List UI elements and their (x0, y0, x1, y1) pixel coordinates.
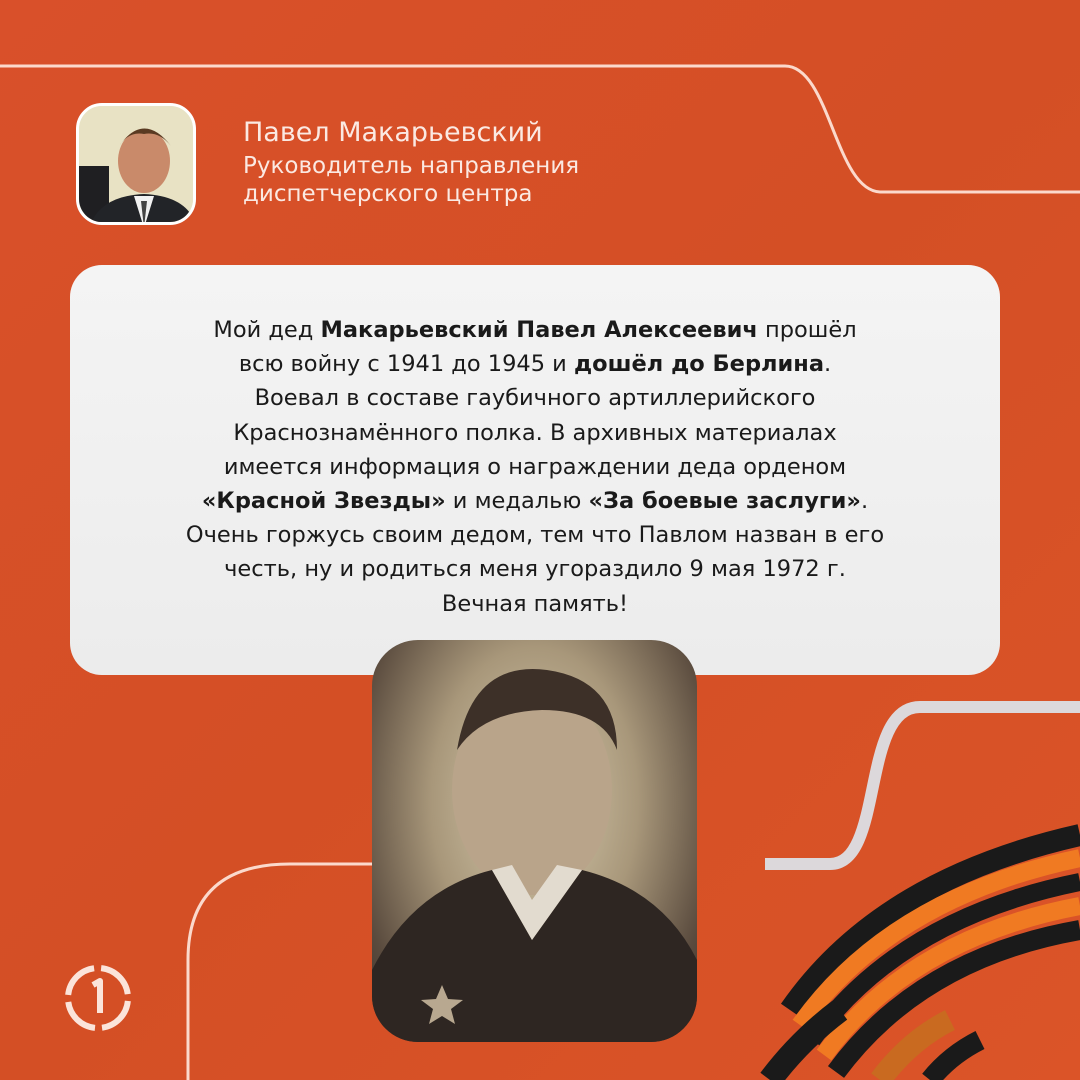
quote-text-part: всю войну с 1941 до 1945 и (238, 351, 574, 378)
author-name: Павел Макарьевский (243, 117, 543, 148)
quote-text-part: прошёл (757, 317, 857, 343)
quote-line: Вечная память! (441, 590, 629, 617)
award-name: «Красной Звезды» (201, 488, 446, 515)
archival-portrait-icon (372, 640, 697, 1042)
author-role-line1: Руководитель направления (243, 153, 580, 179)
author-role-line2: диспетчерского центра (243, 181, 533, 207)
quote-text-part: . (824, 351, 832, 378)
quote-line: имеется информация о награждении деда орденом (223, 453, 847, 480)
quote-line: Воевал в составе гаубичного артиллерийского (254, 385, 816, 412)
quote-card (70, 265, 1000, 675)
st-george-ribbon-icon (770, 835, 1080, 1080)
quote-text-part: и медалью (445, 488, 589, 515)
author-avatar (76, 103, 196, 225)
person-photo-icon (79, 106, 196, 225)
grandfather-name: Макарьевский Павел Алексеевич (320, 317, 758, 343)
quote-line: Очень горжусь своим дедом, тем что Павлом назван в его (185, 522, 885, 549)
quote-highlight: дошёл до Берлина (573, 351, 825, 378)
quote-line: честь, ну и родиться меня угораздило 9 мая 1972 г. (224, 556, 846, 583)
quote-line: Краснознамённого полка. В архивных материалах (233, 419, 837, 446)
grandfather-photo (372, 640, 697, 1042)
award-name: «За боевые заслуги» (588, 488, 861, 515)
quote-text-part: Мой дед (213, 317, 321, 343)
author-header (243, 116, 579, 208)
bottom-left-line (188, 864, 372, 1080)
quote-text (70, 313, 1000, 621)
quote-text-part: . (860, 488, 869, 515)
circled-one-logo-icon (63, 963, 133, 1033)
